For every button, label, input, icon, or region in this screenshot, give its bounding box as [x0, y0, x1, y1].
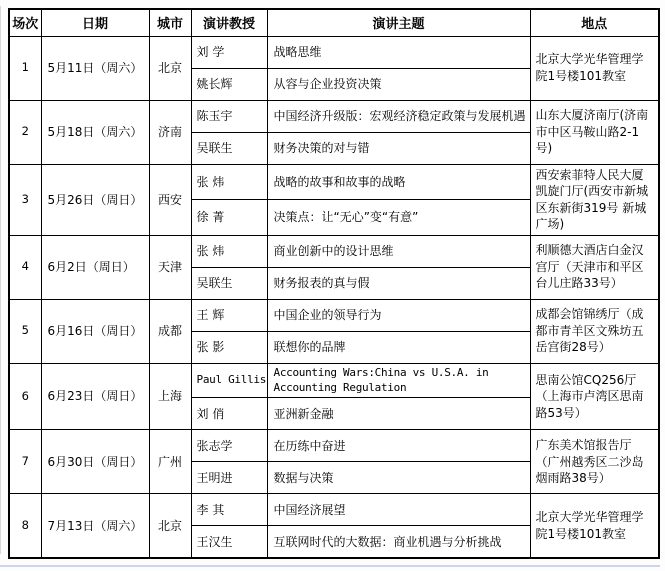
speaker-name-cell: 吴联生 — [191, 267, 267, 299]
header-row — [9, 9, 659, 36]
speaker-name-cell: 刘 俏 — [191, 398, 267, 430]
venue-cell: 山东大厦济南厅(济南市中区马鞍山路2-1号) — [530, 100, 659, 164]
session-number-cell: 3 — [9, 164, 41, 235]
venue-cell: 思南公馆CQ256厅（上海市卢湾区思南路53号） — [530, 363, 659, 430]
session-number-cell: 7 — [9, 430, 41, 494]
table-row — [9, 430, 659, 462]
city-cell: 天津 — [149, 235, 191, 299]
speaker-name-cell: 王 辉 — [191, 299, 267, 331]
col-header-topic: 演讲主题 — [267, 9, 530, 36]
topic-cell: 商业创新中的设计思维 — [267, 235, 530, 267]
topic-cell: 联想你的品牌 — [267, 331, 530, 363]
topic-cell: 从容与企业投资决策 — [267, 68, 530, 100]
session-number-cell: 6 — [9, 363, 41, 430]
topic-cell: 财务报表的真与假 — [267, 267, 530, 299]
city-cell: 西安 — [149, 164, 191, 235]
topic-cell: 中国经济展望 — [267, 494, 530, 526]
table-row — [9, 299, 659, 331]
date-cell: 5月11日（周六） — [41, 36, 149, 100]
session-number-cell: 2 — [9, 100, 41, 164]
topic-cell: 决策点：让“无心”变“有意” — [267, 200, 530, 236]
table-row — [9, 36, 659, 68]
session-number-cell: 4 — [9, 235, 41, 299]
left-edge-line — [0, 6, 1, 554]
date-cell: 6月23日（周日） — [41, 363, 149, 430]
venue-cell: 北京大学光华管理学院1号楼101教室 — [530, 36, 659, 100]
speaker-name-cell: Paul Gillis — [191, 363, 267, 398]
topic-cell: Accounting Wars:China vs U.S.A. in Accounting Regulation — [267, 363, 530, 398]
speaker-name-cell: 张志学 — [191, 430, 267, 462]
topic-cell: 数据与决策 — [267, 462, 530, 494]
table-row — [9, 494, 659, 526]
date-cell: 6月16日（周日） — [41, 299, 149, 363]
topic-cell: 战略思维 — [267, 36, 530, 68]
session-number-cell: 5 — [9, 299, 41, 363]
table-row — [9, 164, 659, 200]
col-header-professor: 演讲教授 — [191, 9, 267, 36]
topic-cell: 财务决策的对与错 — [267, 132, 530, 164]
speaker-name-cell: 刘 学 — [191, 36, 267, 68]
venue-cell: 西安索菲特人民大厦凯旋门厅(西安市新城区东新街319号 新城广场) — [530, 164, 659, 235]
date-cell: 7月13日（周六） — [41, 494, 149, 558]
date-cell: 5月26日（周日） — [41, 164, 149, 235]
col-header-city: 城市 — [149, 9, 191, 36]
venue-cell: 利顺德大酒店白金汉宫厅（天津市和平区台儿庄路33号） — [530, 235, 659, 299]
speaker-name-cell: 李 其 — [191, 494, 267, 526]
session-number-cell: 8 — [9, 494, 41, 558]
topic-cell: 互联网时代的大数据：商业机遇与分析挑战 — [267, 526, 530, 558]
table-row — [9, 100, 659, 132]
speaker-name-cell: 王汉生 — [191, 526, 267, 558]
city-cell: 成都 — [149, 299, 191, 363]
speaker-name-cell: 张 炜 — [191, 235, 267, 267]
table-row — [9, 363, 659, 398]
city-cell: 北京 — [149, 494, 191, 558]
date-cell: 6月2日（周日） — [41, 235, 149, 299]
table-row — [9, 235, 659, 267]
date-cell: 5月18日（周六） — [41, 100, 149, 164]
topic-cell: 在历练中奋进 — [267, 430, 530, 462]
col-header-venue: 地点 — [530, 9, 659, 36]
speaker-name-cell: 张 影 — [191, 331, 267, 363]
speaker-name-cell: 徐 菁 — [191, 200, 267, 236]
venue-cell: 成都会馆锦绣厅（成都市青羊区文殊坊五岳宫街28号） — [530, 299, 659, 363]
speaker-name-cell: 吴联生 — [191, 132, 267, 164]
speaker-name-cell: 王明进 — [191, 462, 267, 494]
city-cell: 济南 — [149, 100, 191, 164]
topic-cell: 亚洲新金融 — [267, 398, 530, 430]
city-cell: 北京 — [149, 36, 191, 100]
speaker-name-cell: 张 炜 — [191, 164, 267, 200]
lecture-schedule-table — [8, 8, 660, 559]
speaker-name-cell: 姚长辉 — [191, 68, 267, 100]
col-header-session: 场次 — [9, 9, 41, 36]
city-cell: 上海 — [149, 363, 191, 430]
topic-cell: 中国经济升级版：宏观经济稳定政策与发展机遇 — [267, 100, 530, 132]
venue-cell: 北京大学光华管理学院1号楼101教室 — [530, 494, 659, 558]
topic-cell: 战略的故事和故事的战略 — [267, 164, 530, 200]
topic-cell: 中国企业的领导行为 — [267, 299, 530, 331]
city-cell: 广州 — [149, 430, 191, 494]
venue-cell: 广东美术馆报告厅（广州越秀区二沙岛烟雨路38号） — [530, 430, 659, 494]
session-number-cell: 1 — [9, 36, 41, 100]
speaker-name-cell: 陈玉宇 — [191, 100, 267, 132]
date-cell: 6月30日（周日） — [41, 430, 149, 494]
bottom-edge-line — [0, 565, 660, 567]
col-header-date: 日期 — [41, 9, 149, 36]
